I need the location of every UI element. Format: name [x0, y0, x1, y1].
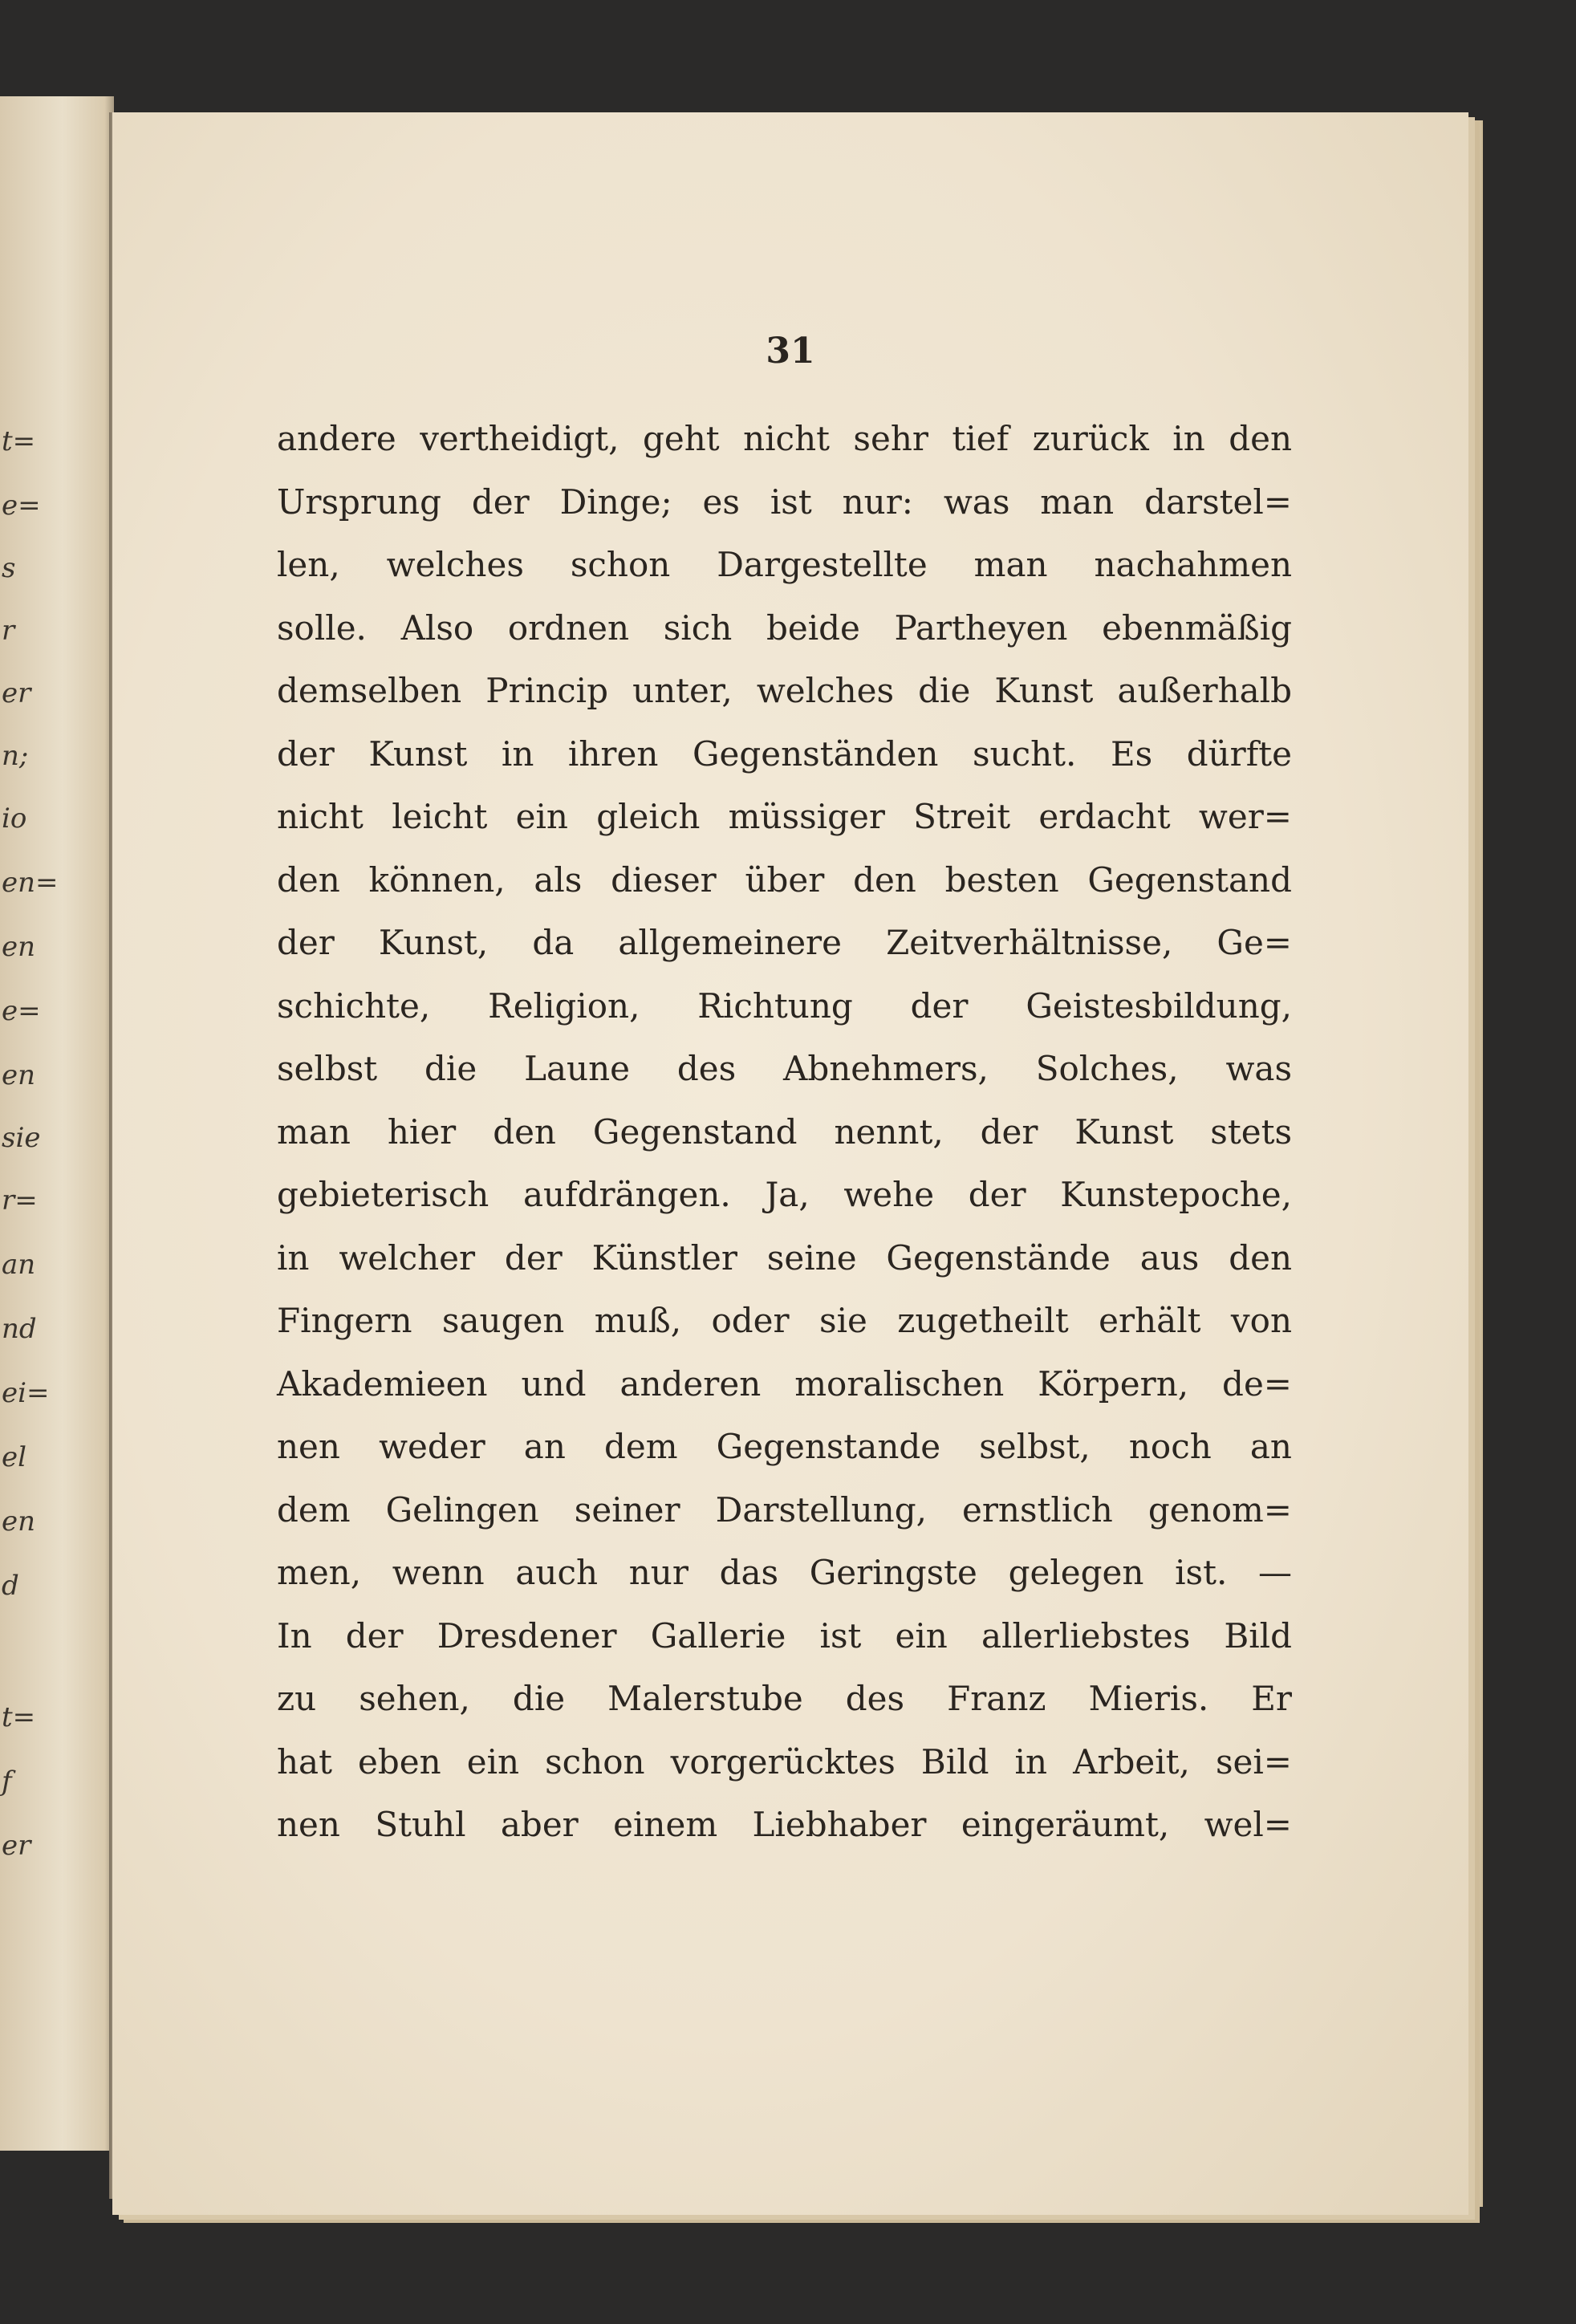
left-page-fragment: an	[2, 1249, 36, 1281]
text-line: nicht leicht ein gleich müssiger Streit erdacht wer=	[277, 797, 1292, 836]
page-number: 31	[766, 331, 815, 372]
left-page-fragment: t=	[2, 1701, 36, 1733]
left-page-fragment: en=	[2, 867, 59, 899]
text-line: selbst die Laune des Abnehmers, Solches, was	[277, 1049, 1292, 1088]
text-line: den können, als dieser über den besten Gegenstand	[277, 859, 1292, 900]
text-line: nen weder an dem Gegenstande selbst, noch an	[277, 1427, 1292, 1466]
text-line: zu sehen, die Malerstube des Franz Mieris. Er	[277, 1679, 1292, 1718]
left-page-fragment: f	[2, 1765, 12, 1798]
text-line: nen Stuhl aber einem Liebhaber eingeräumt, wel=	[277, 1805, 1292, 1844]
text-line: schichte, Religion, Richtung der Geistesbildung,	[277, 985, 1292, 1026]
left-page-fragment: sie	[2, 1122, 41, 1154]
left-page-fragment: el	[2, 1441, 26, 1473]
text-line: der Kunst in ihren Gegenständen sucht. Es dürfte	[277, 733, 1292, 774]
left-page-fragment: ei=	[2, 1377, 50, 1409]
text-line: dem Gelingen seiner Darstellung, ernstlich genom=	[277, 1489, 1292, 1530]
text-line: man hier den Gegenstand nennt, der Kunst stets	[277, 1111, 1292, 1152]
text-line: men, wenn auch nur das Geringste gelegen ist. —	[277, 1553, 1292, 1592]
text-line: solle. Also ordnen sich beide Partheyen ebenmäßig	[277, 607, 1292, 648]
previous-page-edge	[0, 96, 114, 2151]
left-page-fragment: io	[2, 802, 27, 835]
left-page-fragment: r	[2, 615, 15, 647]
text-line: in welcher der Künstler seine Gegenstände aus den	[277, 1237, 1292, 1278]
left-page-fragment: en	[2, 1059, 36, 1091]
left-page-fragment: d	[2, 1570, 19, 1602]
left-page-fragment: er	[2, 677, 31, 709]
left-page-fragment: en	[2, 931, 36, 963]
left-page-fragment: nd	[2, 1313, 37, 1345]
text-line: Akademieen und anderen moralischen Körpern, de=	[277, 1363, 1292, 1404]
left-page-fragment: r=	[2, 1184, 38, 1217]
left-page-fragment: t=	[2, 425, 36, 457]
text-line: hat eben ein schon vorgerücktes Bild in Arbeit, sei=	[277, 1741, 1292, 1782]
text-line: andere vertheidigt, geht nicht sehr tief zurück in den	[277, 419, 1292, 458]
text-line: In der Dresdener Gallerie ist ein allerliebstes Bild	[277, 1615, 1292, 1656]
text-line: demselben Princip unter, welches die Kunst außerhalb	[277, 671, 1292, 710]
left-page-fragment: n;	[2, 740, 29, 772]
text-line: der Kunst, da allgemeinere Zeitverhältnisse, Ge=	[277, 923, 1292, 962]
text-line: Fingern saugen muß, oder sie zugetheilt erhält von	[277, 1301, 1292, 1340]
left-page-fragment: en	[2, 1505, 36, 1538]
left-page-fragment: er	[2, 1830, 31, 1862]
book-page	[112, 112, 1468, 2215]
text-line: len, welches schon Dargestellte man nachahmen	[277, 545, 1292, 584]
left-page-fragment: e=	[2, 995, 41, 1027]
left-page-fragment: s	[2, 552, 16, 584]
text-line: Ursprung der Dinge; es ist nur: was man darstel=	[277, 481, 1292, 522]
body-text	[277, 408, 1292, 1857]
text-line: gebieterisch aufdrängen. Ja, wehe der Kunstepoche,	[277, 1175, 1292, 1214]
left-page-fragment: e=	[2, 490, 41, 522]
